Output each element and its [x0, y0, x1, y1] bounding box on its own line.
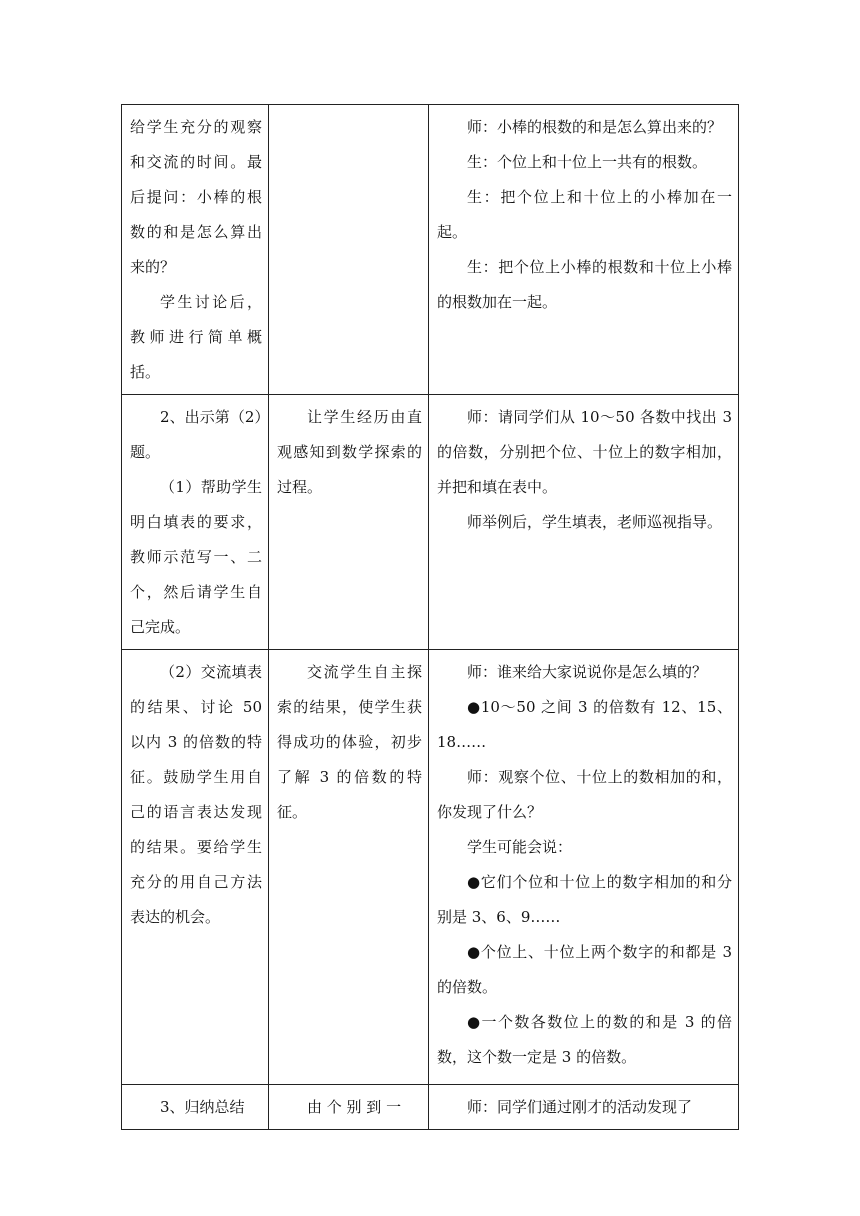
table-row	[122, 1085, 739, 1130]
bullet-paragraph: ●它们个位和十位上的数字相加的和分别是 3、6、9……	[437, 873, 732, 926]
classroom-dialogue-cell	[429, 1085, 739, 1130]
bullet-paragraph: ●个位上、十位上两个数字的和都是 3 的倍数。	[437, 943, 732, 996]
paragraph: 学生可能会说：	[467, 838, 573, 856]
classroom-dialogue-cell	[429, 105, 739, 395]
paragraph: 师：请同学们从 10～50 各数中找出 3 的倍数，分别把个位、十位上的数字相加，并把和填在表中。	[437, 408, 732, 496]
paragraph: 生：个位上和十位上一共有的根数。	[467, 153, 708, 171]
paragraph: 师：观察个位、十位上的数相加的和，你发现了什么？	[437, 768, 732, 821]
table-row	[122, 105, 739, 395]
paragraph: 生：把个位上小棒的根数和十位上小棒的根数加在一起。	[437, 258, 732, 311]
bullet-paragraph: ●10～50 之间 3 的倍数有 12、15、18……	[437, 698, 732, 751]
paragraph: 学生讨论后，教师进行简单概括。	[130, 293, 262, 381]
paragraph: 由 个 别 到 一	[307, 1098, 402, 1116]
paragraph: （1）帮助学生明白填表的要求，教师示范写一、二个，然后请学生自己完成。	[130, 478, 262, 636]
paragraph: 生：把个位上和十位上的小棒加在一起。	[437, 188, 732, 241]
design-intent-cell	[269, 105, 429, 395]
paragraph: 师：同学们通过刚才的活动发现了	[467, 1098, 693, 1116]
paragraph: 师：谁来给大家说说你是怎么填的？	[467, 663, 708, 681]
classroom-dialogue-cell	[429, 650, 739, 1085]
paragraph: 交流学生自主探索的结果，使学生获得成功的体验，初步了解 3 的倍数的特征。	[277, 663, 422, 821]
paragraph: 师：小棒的根数的和是怎么算出来的？	[467, 118, 723, 136]
table-row	[122, 395, 739, 650]
classroom-dialogue-cell	[429, 395, 739, 650]
paragraph: 师举例后，学生填表，老师巡视指导。	[467, 513, 723, 531]
table-row	[122, 650, 739, 1085]
teaching-process-cell	[122, 395, 269, 650]
paragraph: 让学生经历由直观感知到数学探索的过程。	[277, 408, 422, 496]
lesson-plan-table	[121, 104, 739, 1130]
teaching-process-cell	[122, 1085, 269, 1130]
bullet-paragraph: ●一个数各数位上的数的和是 3 的倍数，这个数一定是 3 的倍数。	[437, 1013, 732, 1066]
design-intent-cell	[269, 395, 429, 650]
design-intent-cell	[269, 1085, 429, 1130]
teaching-process-cell	[122, 105, 269, 395]
paragraph: 3、归纳总结	[160, 1098, 245, 1116]
paragraph: 2、出示第（2）题。	[130, 408, 262, 461]
paragraph: 给学生充分的观察和交流的时间。最后提问：小棒的根数的和是怎么算出来的？	[130, 118, 262, 276]
design-intent-cell	[269, 650, 429, 1085]
teaching-process-cell	[122, 650, 269, 1085]
paragraph: （2）交流填表的结果、讨论 50 以内 3 的倍数的特征。鼓励学生用自己的语言表达发现的结果。要给学生充分的用自己方法表达的机会。	[130, 663, 262, 926]
